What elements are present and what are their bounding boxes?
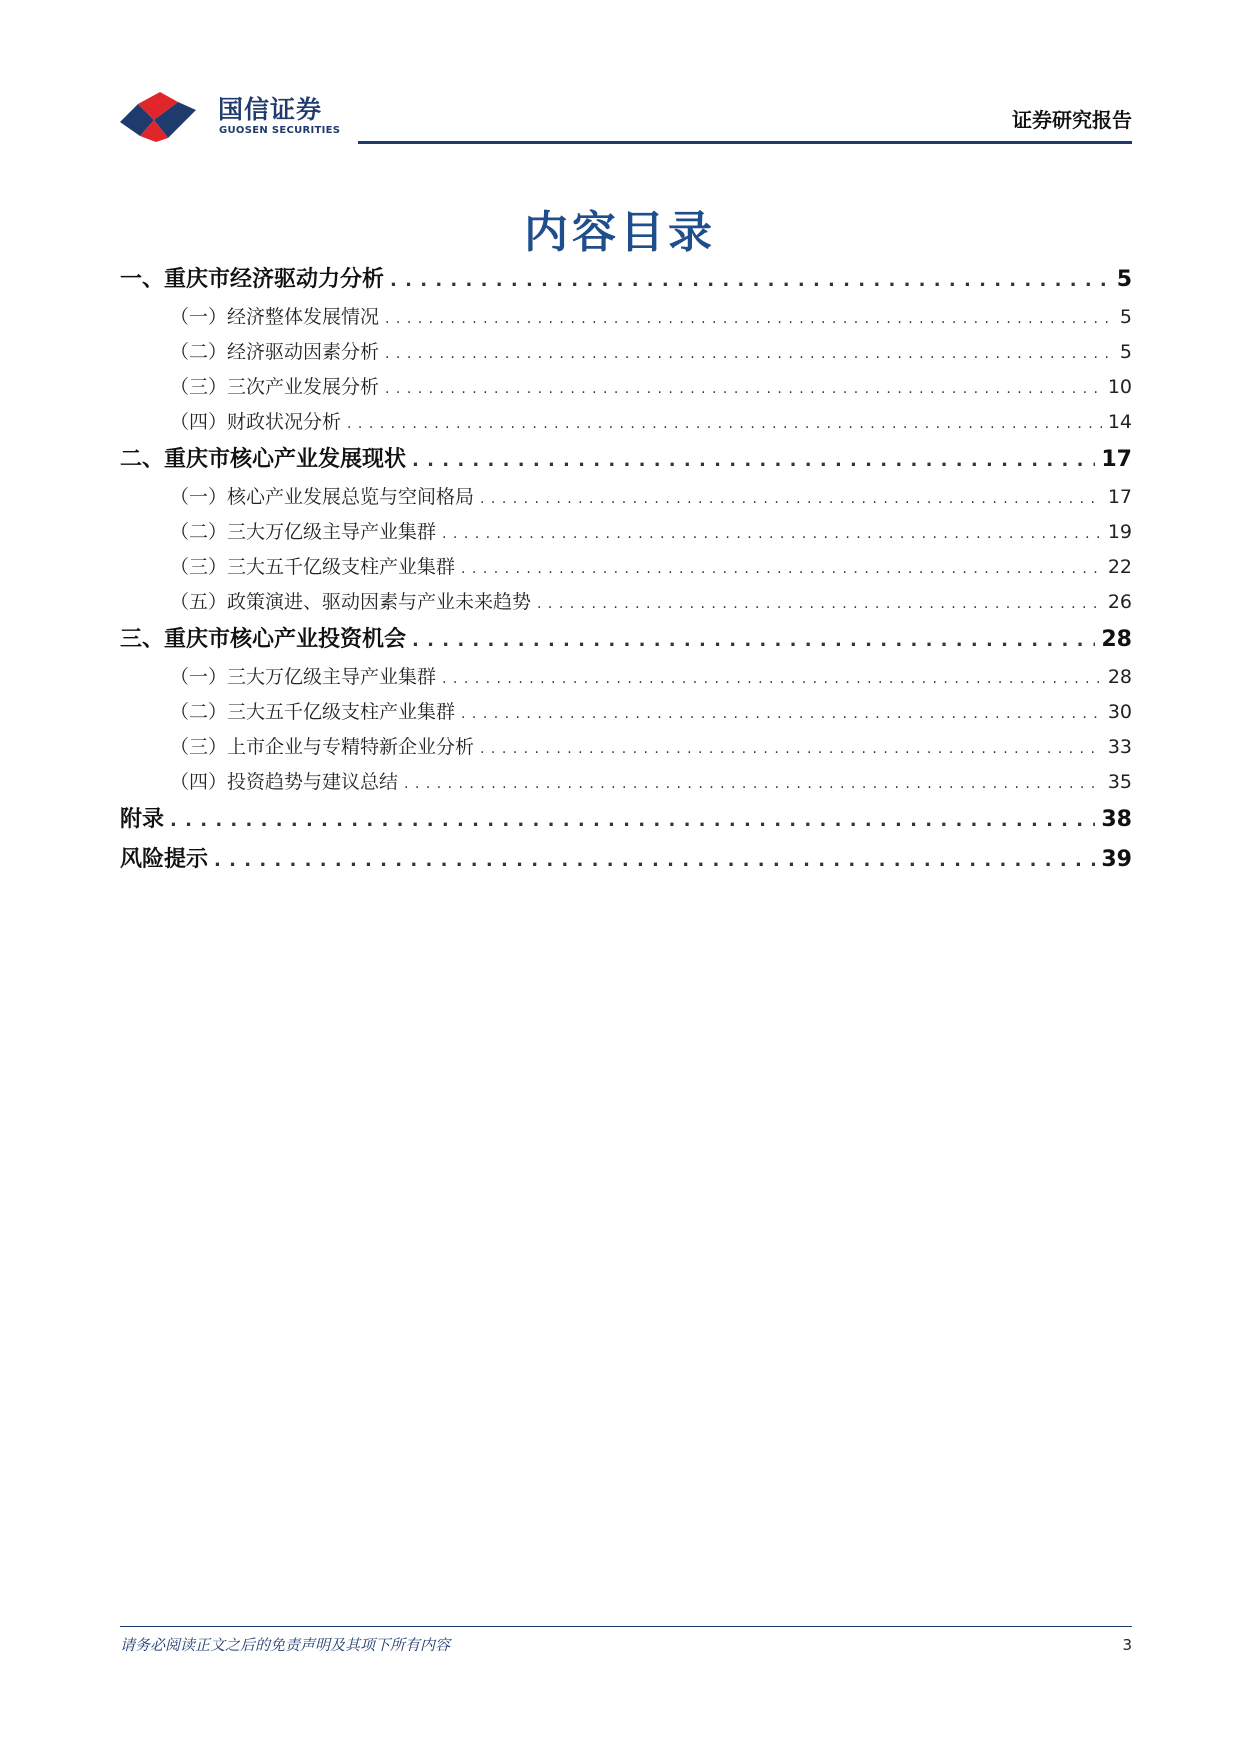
toc-entry-label: 二、重庆市核心产业发展现状 [120,447,407,472]
toc-entry-page: 30 [1107,701,1132,723]
toc-title: 内容目录 [524,207,716,258]
toc-section-entry[interactable] [120,587,1132,622]
toc-entry-label: 三、重庆市核心产业投资机会 [120,627,407,652]
toc-dot-leader [390,270,1111,291]
toc-section-entry[interactable] [120,662,1132,697]
toc-chapter-entry[interactable] [120,262,1132,302]
toc-section-entry[interactable] [120,407,1132,442]
toc-dot-leader [385,381,1102,397]
footer-disclaimer: 请务必阅读正文之后的免责声明及其项下所有内容 [120,1636,451,1654]
toc-entry-label: （一）经济整体发展情况 [170,306,380,328]
toc-dot-leader [442,526,1102,542]
toc-chapter-entry[interactable] [120,442,1132,482]
toc-dot-leader [214,850,1095,871]
toc-chapter-entry[interactable] [120,622,1132,662]
toc-entry-page: 5 [1116,267,1132,292]
toc-entry-label: （二）经济驱动因素分析 [170,341,380,363]
toc-section-entry[interactable] [120,697,1132,732]
footer-divider [120,1626,1132,1627]
guosen-logo-icon [120,92,204,142]
toc-entry-page: 28 [1107,666,1132,688]
report-type-label: 证券研究报告 [1012,108,1132,132]
toc-entry-page: 33 [1107,736,1132,758]
toc-section-entry[interactable] [120,302,1132,337]
toc-section-entry[interactable] [120,337,1132,372]
toc-entry-page: 19 [1107,521,1132,543]
toc-dot-leader [442,671,1102,687]
toc-dot-leader [170,810,1095,831]
toc-dot-leader [461,706,1102,722]
toc-entry-label: （四）投资趋势与建议总结 [170,771,399,793]
toc-entry-page: 26 [1107,591,1132,613]
logo-chinese-name: 国信证券 [218,95,323,124]
toc-dot-leader [412,630,1095,651]
toc-entry-label: 风险提示 [120,847,209,872]
toc-dot-leader [385,346,1114,362]
toc-entry-page: 14 [1107,411,1132,433]
toc-dot-leader [461,561,1102,577]
toc-entry-page: 38 [1101,807,1132,832]
toc-entry-page: 5 [1119,341,1132,363]
toc-entry-label: 附录 [120,807,165,832]
toc-entry-page: 5 [1119,306,1132,328]
toc-entry-label: （一）核心产业发展总览与空间格局 [170,486,475,508]
page-header [120,86,1132,146]
table-of-contents [120,262,1132,882]
toc-section-entry[interactable] [120,732,1132,767]
header-divider [358,141,1132,144]
toc-entry-page: 17 [1107,486,1132,508]
toc-section-entry[interactable] [120,372,1132,407]
toc-entry-label: （二）三大五千亿级支柱产业集群 [170,701,456,723]
toc-entry-label: （三）三次产业发展分析 [170,376,380,398]
guosen-logo [120,86,360,144]
toc-entry-label: （五）政策演进、驱动因素与产业未来趋势 [170,591,532,613]
toc-chapter-entry[interactable] [120,802,1132,842]
toc-entry-page: 39 [1101,847,1132,872]
toc-entry-label: （四）财政状况分析 [170,411,342,433]
toc-dot-leader [480,741,1102,757]
toc-section-entry[interactable] [120,552,1132,587]
logo-english-name: GUOSEN SECURITIES [219,125,341,136]
toc-entry-label: （二）三大万亿级主导产业集群 [170,521,437,543]
toc-section-entry[interactable] [120,482,1132,517]
toc-dot-leader [404,776,1102,792]
toc-entry-page: 35 [1107,771,1132,793]
toc-entry-page: 17 [1101,447,1132,472]
toc-section-entry[interactable] [120,517,1132,552]
page-number: 3 [1122,1636,1132,1654]
toc-section-entry[interactable] [120,767,1132,802]
toc-dot-leader [537,596,1102,612]
toc-dot-leader [412,450,1095,471]
toc-entry-page: 28 [1101,627,1132,652]
toc-entry-page: 10 [1107,376,1132,398]
toc-entry-label: 一、重庆市经济驱动力分析 [120,267,385,292]
toc-dot-leader [480,491,1102,507]
toc-entry-label: （一）三大万亿级主导产业集群 [170,666,437,688]
toc-entry-label: （三）三大五千亿级支柱产业集群 [170,556,456,578]
toc-entry-page: 22 [1107,556,1132,578]
toc-dot-leader [385,311,1114,327]
toc-dot-leader [347,416,1102,432]
toc-chapter-entry[interactable] [120,842,1132,882]
toc-entry-label: （三）上市企业与专精特新企业分析 [170,736,475,758]
